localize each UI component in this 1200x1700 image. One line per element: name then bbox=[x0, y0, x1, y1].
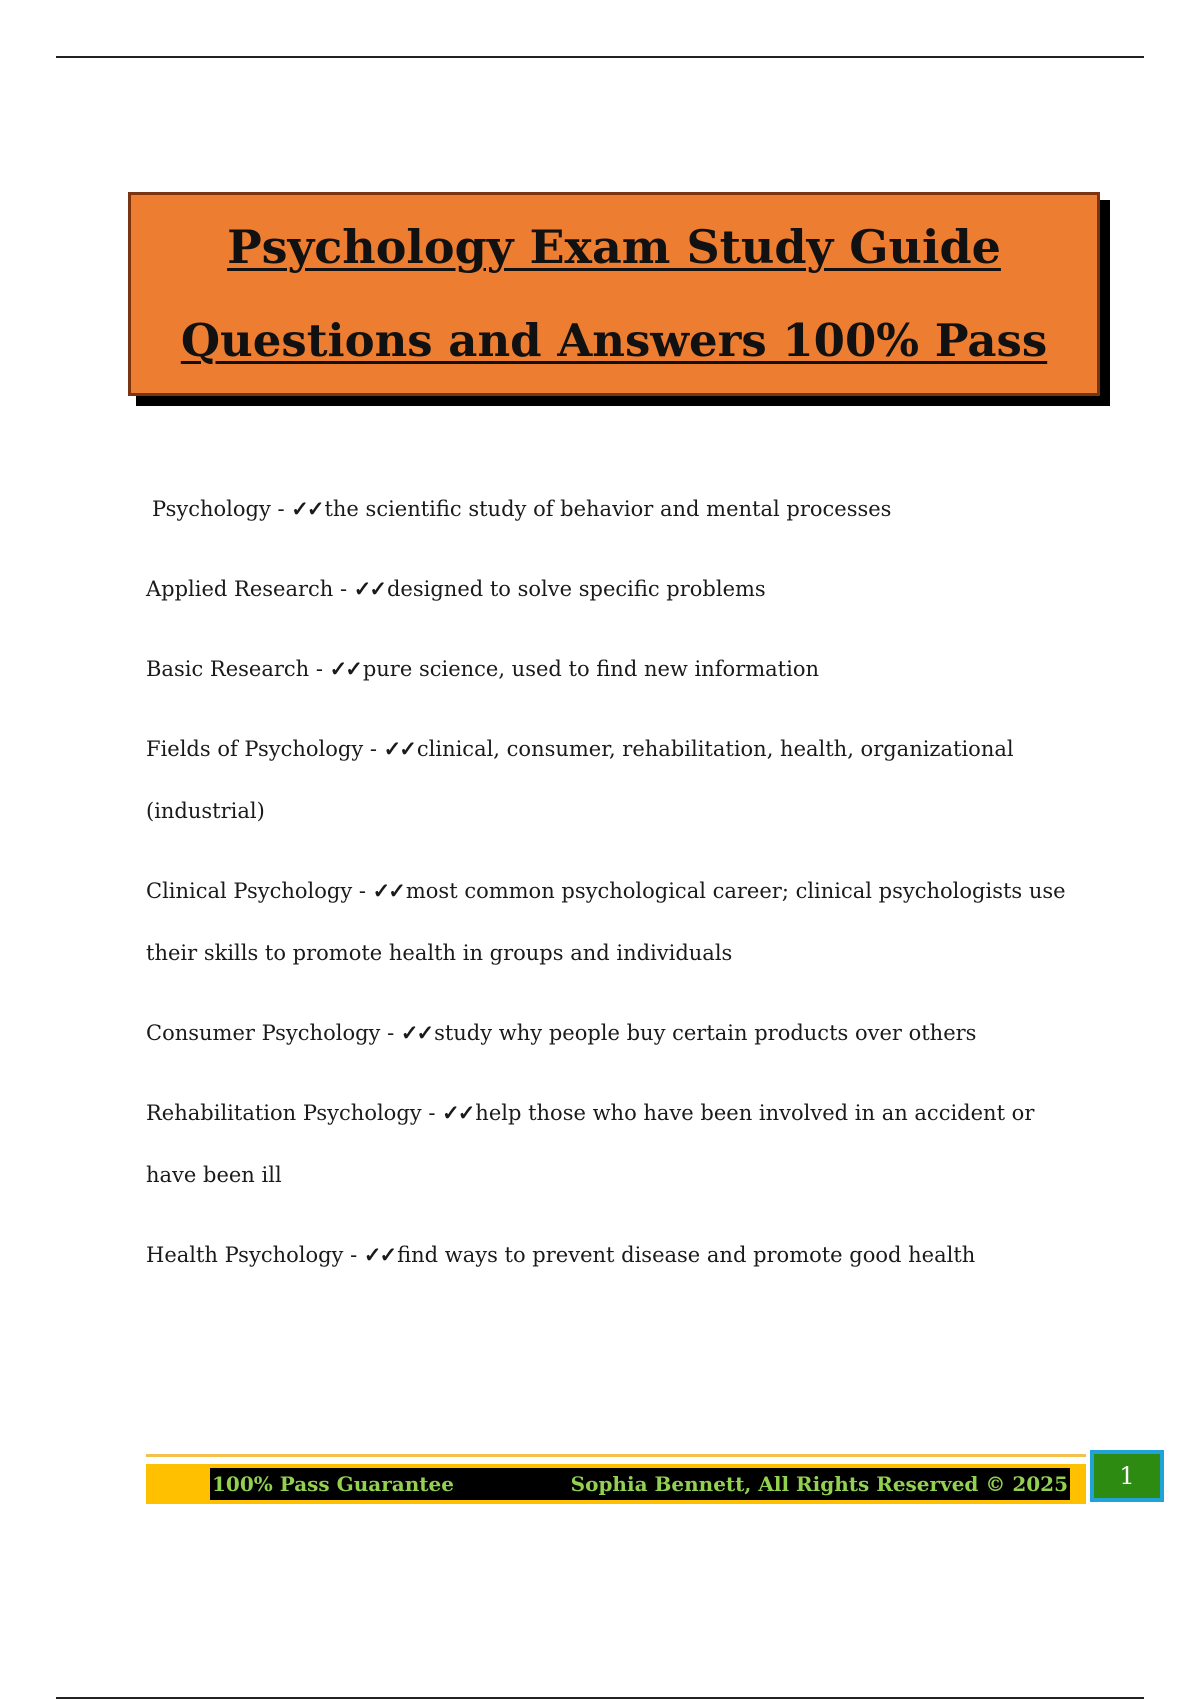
qa-definition: pure science, used to find new information bbox=[362, 657, 819, 681]
qa-term: Applied Research bbox=[146, 577, 334, 601]
qa-term: Clinical Psychology bbox=[146, 879, 353, 903]
footer-copyright: Sophia Bennett, All Rights Reserved © 2025 bbox=[570, 1472, 1068, 1496]
qa-definition: the scientific study of behavior and mental processes bbox=[324, 497, 892, 521]
double-check-icon: ✓✓ bbox=[442, 1100, 474, 1125]
qa-separator: - bbox=[380, 1021, 401, 1045]
qa-item bbox=[146, 860, 1086, 984]
qa-separator: - bbox=[309, 657, 330, 681]
double-check-icon: ✓✓ bbox=[291, 496, 323, 521]
double-check-icon: ✓✓ bbox=[372, 878, 404, 903]
title-banner bbox=[128, 192, 1102, 398]
qa-term: Health Psychology bbox=[146, 1243, 344, 1267]
title-box bbox=[128, 192, 1100, 396]
qa-separator: - bbox=[363, 737, 384, 761]
qa-separator: - bbox=[352, 879, 373, 903]
qa-definition: designed to solve specific problems bbox=[386, 577, 766, 601]
qa-item bbox=[146, 1224, 1086, 1286]
qa-term: Fields of Psychology bbox=[146, 737, 364, 761]
double-check-icon: ✓✓ bbox=[329, 656, 361, 681]
qa-item bbox=[146, 1002, 1086, 1064]
title-line-1: Psychology Exam Study Guide bbox=[227, 220, 1001, 274]
qa-definition: find ways to prevent disease and promote good health bbox=[397, 1243, 976, 1267]
qa-term: Consumer Psychology bbox=[146, 1021, 381, 1045]
double-check-icon: ✓✓ bbox=[400, 1020, 433, 1045]
qa-item bbox=[146, 1082, 1086, 1206]
qa-term: Basic Research bbox=[146, 657, 310, 681]
footer-band bbox=[146, 1464, 1086, 1504]
qa-definition: most common psychological career; clinical psychologists use their skills to promote health in groups and individuals bbox=[146, 879, 1066, 965]
qa-item bbox=[146, 718, 1086, 842]
qa-item bbox=[146, 638, 1086, 700]
qa-list bbox=[146, 478, 1086, 1304]
qa-separator: - bbox=[343, 1243, 364, 1267]
qa-separator: - bbox=[270, 497, 292, 521]
double-check-icon: ✓✓ bbox=[363, 1242, 396, 1267]
page-number: 1 bbox=[1090, 1450, 1164, 1502]
top-rule bbox=[56, 56, 1144, 58]
qa-item bbox=[146, 558, 1086, 620]
double-check-icon: ✓✓ bbox=[353, 576, 385, 601]
bottom-rule bbox=[56, 1697, 1144, 1699]
footer-text-strip bbox=[210, 1468, 1070, 1500]
qa-separator: - bbox=[333, 577, 354, 601]
footer-rule bbox=[146, 1454, 1086, 1457]
qa-term: Psychology bbox=[152, 497, 271, 521]
qa-definition: help those who have been involved in an accident or have been ill bbox=[146, 1101, 1035, 1187]
qa-term: Rehabilitation Psychology bbox=[146, 1101, 422, 1125]
footer-left-text: 100% Pass Guarantee bbox=[212, 1472, 454, 1496]
title-line-2: Questions and Answers 100% Pass bbox=[180, 314, 1048, 367]
qa-definition: study why people buy certain products over others bbox=[434, 1021, 977, 1045]
qa-definition: clinical, consumer, rehabilitation, health, organizational (industrial) bbox=[146, 737, 1014, 823]
qa-separator: - bbox=[421, 1101, 443, 1125]
qa-item bbox=[146, 478, 1086, 540]
double-check-icon: ✓✓ bbox=[383, 736, 415, 761]
